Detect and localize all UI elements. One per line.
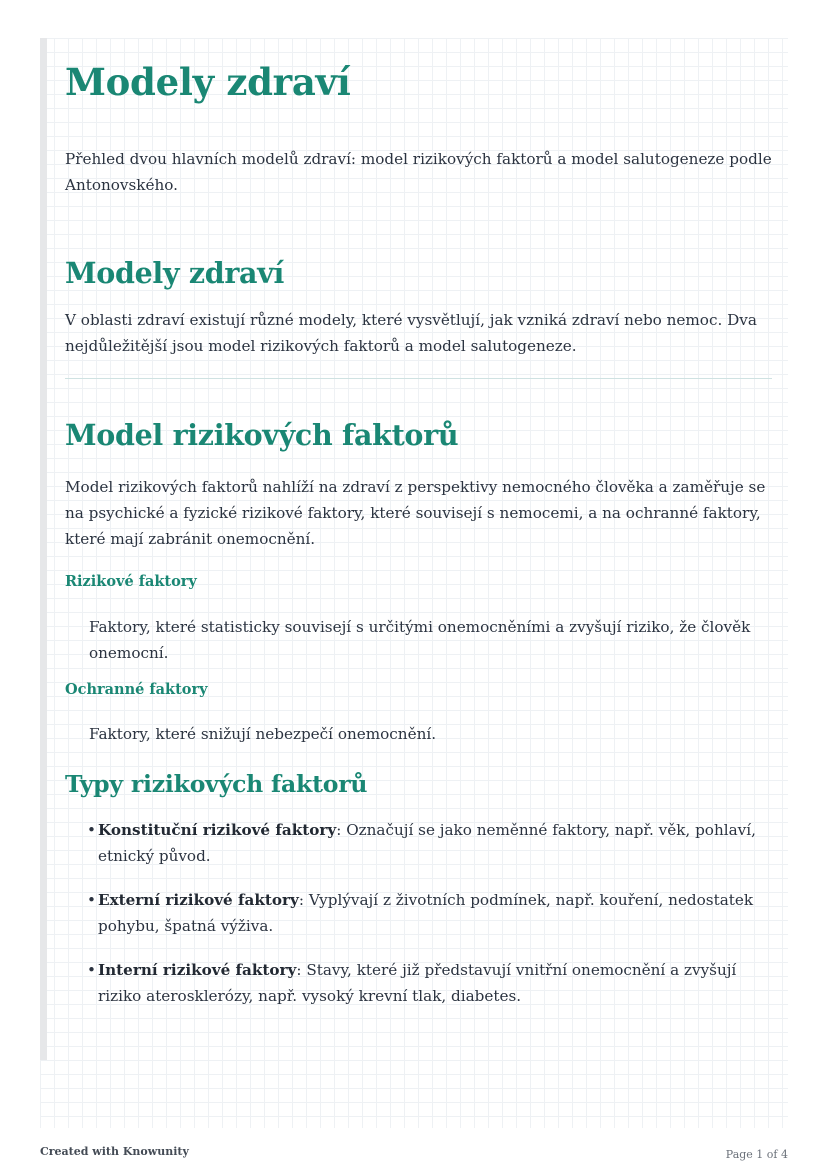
list-item-text: : Označují se jako neměnné faktory, např. věk, pohlaví, etnický původ. [98,821,756,865]
intro-paragraph: Přehled dvou hlavních modelů zdraví: model rizikových faktorů a model salutogeneze podle Antonovského. [65,150,772,194]
definition-protective-factors: Faktory, které snižují nebezpečí onemocnění. [89,725,437,743]
bullet-icon: • [87,891,96,909]
page-number: Page 1 of 4 [725,1148,788,1161]
list-item-text: : Vyplývají z životních podmínek, např. kouření, nedostatek pohybu, špatná výživa. [98,891,754,935]
heading-risk-model: Model rizikových faktorů [65,418,459,452]
bullet-icon: • [87,961,96,979]
heading-models: Modely zdraví [65,256,285,290]
term-protective-factors: Ochranné faktory [65,681,208,698]
list-item [65,957,758,1009]
models-paragraph: V oblasti zdraví existují různé modely, které vysvětlují, jak vzniká zdraví nebo nemoc. Dva nejdůležitější jsou model rizikových faktorů a model salutogeneze. [65,311,757,355]
heading-risk-types: Typy rizikových faktorů [65,770,368,798]
definition-risk-factors: Faktory, které statisticky souvisejí s určitými onemocněními a zvyšují riziko, že člověk onemocní. [89,618,751,662]
left-margin-rule [40,38,47,1060]
risk-model-paragraph: Model rizikových faktorů nahlíží na zdraví z perspektivy nemocného člověka a zaměřuje se na psychické a fyzické rizikové faktory, které souvisejí s nemocemi, a na ochranné faktory, které mají zabránit onemocnění. [65,478,766,548]
section-divider [65,378,772,379]
list-item [65,887,758,939]
bullet-icon: • [87,821,96,839]
list-item-label: Interní rizikové faktory [98,961,297,979]
footer-credit: Created with Knowunity [40,1145,189,1158]
list-item [65,817,758,869]
term-risk-factors: Rizikové faktory [65,573,197,590]
risk-types-list [65,817,775,1009]
list-item-text: : Stavy, které již představují vnitřní onemocnění a zvyšují riziko aterosklerózy, např. vysoký krevní tlak, diabetes. [98,961,737,1005]
document-content [65,56,775,1027]
list-item-label: Konstituční rizikové faktory [98,821,337,839]
list-item-label: Externí rizikové faktory [98,891,299,909]
page-title: Modely zdraví [65,60,351,104]
